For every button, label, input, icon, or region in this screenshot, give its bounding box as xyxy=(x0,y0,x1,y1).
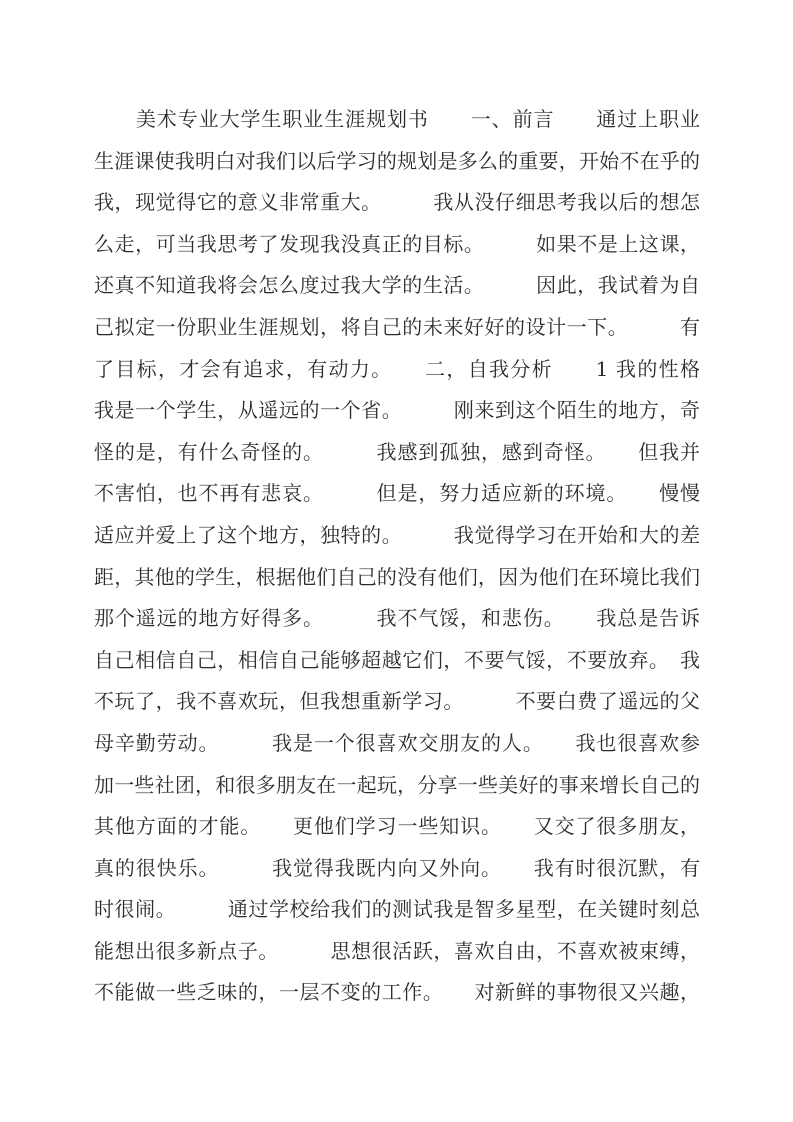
text-line: 不害怕，也不再有悲哀。 但是，努力适应新的环境。 慢慢 xyxy=(94,481,700,506)
text-line: 距，其他的学生，根据他们自己的没有他们，因为他们在环境比我们 xyxy=(94,564,700,589)
text-line: 真的很快乐。 我觉得我既内向又外向。 我有时很沉默，有 xyxy=(94,855,700,880)
text-line: 了目标，才会有追求，有动力。 二，自我分析 1 我的性格 xyxy=(94,356,700,381)
text-line: 还真不知道我将会怎么度过我大学的生活。 因此，我试着为自 xyxy=(94,273,700,298)
text-line: 能想出很多新点子。 思想很活跃，喜欢自由，不喜欢被束缚， xyxy=(94,938,700,963)
text-line: 己拟定一份职业生涯规划，将自己的未来好好的设计一下。 有 xyxy=(94,314,700,339)
text-line: 我，现觉得它的意义非常重大。 我从没仔细思考我以后的想怎 xyxy=(94,190,700,215)
text-line: 加一些社团，和很多朋友在一起玩，分享一些美好的事来增长自己的 xyxy=(94,772,700,797)
text-line: 么走，可当我思考了发现我没真正的目标。 如果不是上这课， xyxy=(94,231,700,256)
text-line: 怪的是，有什么奇怪的。 我感到孤独，感到奇怪。 但我并 xyxy=(94,439,700,464)
text-line: 时很闹。 通过学校给我们的测试我是智多星型，在关键时刻总 xyxy=(94,897,700,922)
document-text xyxy=(94,99,700,1014)
text-line: 母辛勤劳动。 我是一个很喜欢交朋友的人。 我也很喜欢参 xyxy=(94,730,700,755)
text-line: 我是一个学生，从遥远的一个省。 刚来到这个陌生的地方，奇 xyxy=(94,398,700,423)
text-line: 不玩了，我不喜欢玩，但我想重新学习。 不要白费了遥远的父 xyxy=(94,689,700,714)
text-line: 那个遥远的地方好得多。 我不气馁，和悲伤。 我总是告诉 xyxy=(94,606,700,631)
text-line: 生涯课使我明白对我们以后学习的规划是多么的重要，开始不在乎的 xyxy=(94,148,700,173)
text-line: 美术专业大学生职业生涯规划书 一、前言 通过上职业 xyxy=(94,107,700,131)
text-line: 自己相信自己，相信自己能够超越它们，不要气馁，不要放弃。 我 xyxy=(94,647,700,672)
text-line: 不能做一些乏味的，一层不变的工作。 对新鲜的事物很又兴趣， xyxy=(94,980,700,1005)
text-line: 适应并爱上了这个地方，独特的。 我觉得学习在开始和大的差 xyxy=(94,522,700,547)
text-line: 其他方面的才能。 更他们学习一些知识。 又交了很多朋友， xyxy=(94,814,700,839)
